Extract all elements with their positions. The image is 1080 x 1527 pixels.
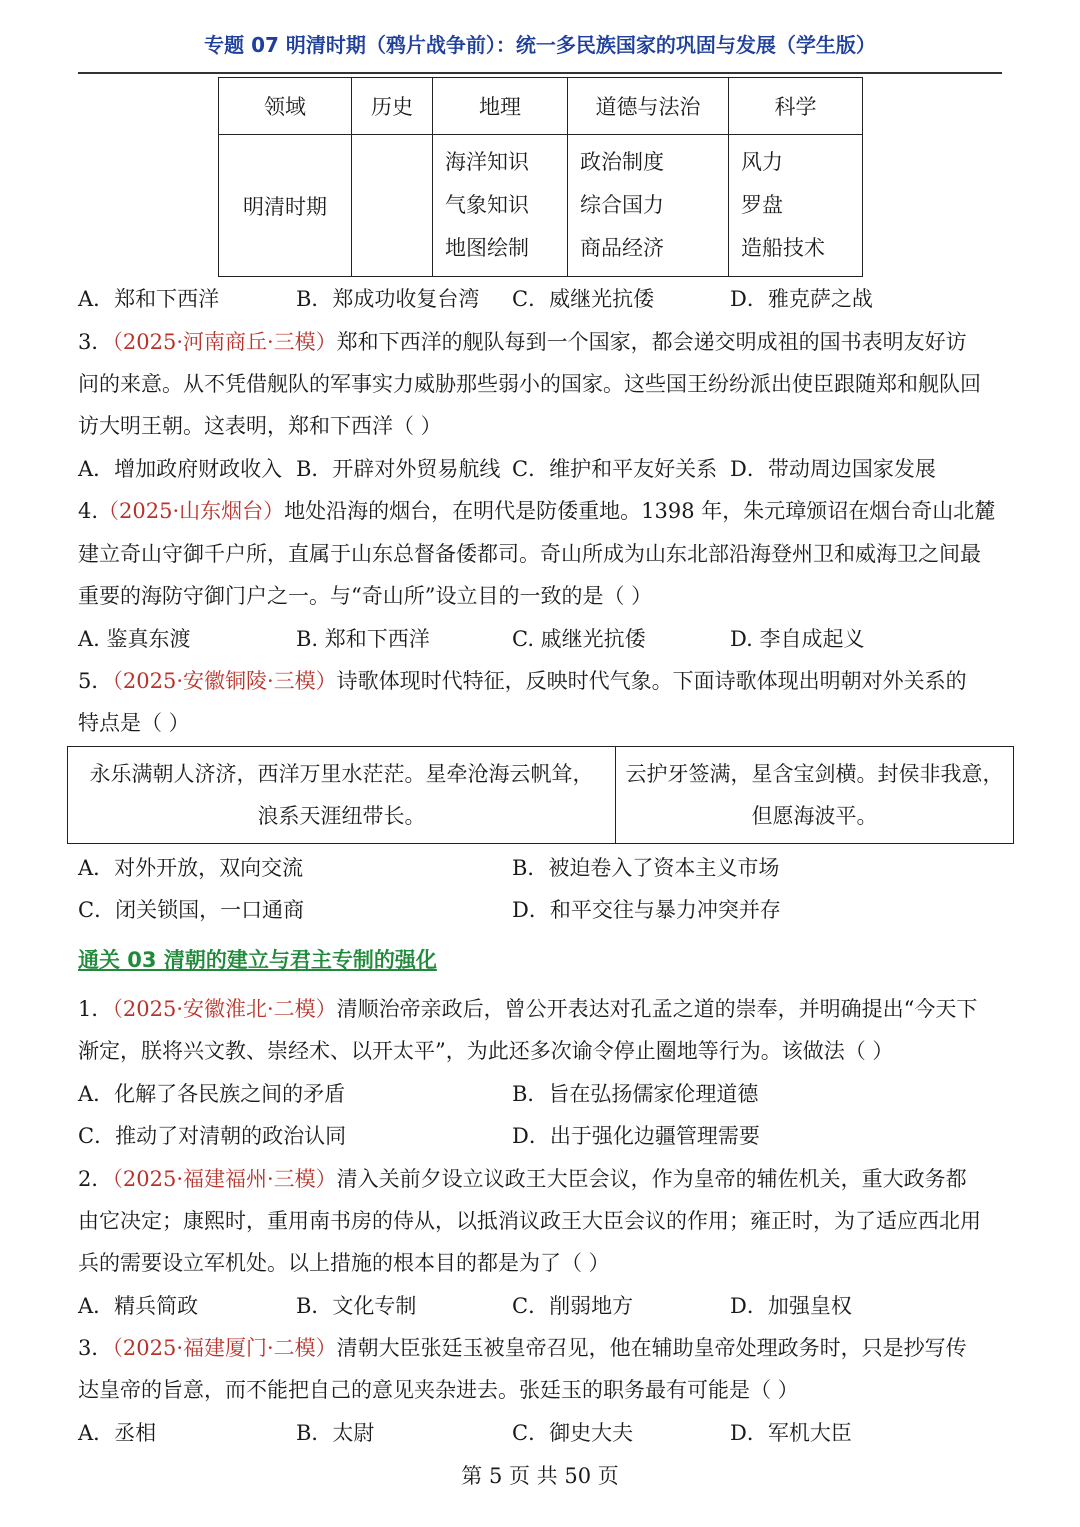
option-d[interactable]: D．雅克萨之战 (730, 287, 873, 311)
question-text: 访大明王朝。这表明，郑和下西洋（ ） (78, 414, 442, 438)
question-line (78, 1333, 967, 1363)
option-d[interactable]: D．带动周边国家发展 (730, 457, 936, 481)
question-number: 5． (78, 669, 113, 693)
question-text: 问的来意。从不凭借舰队的军事实力威胁那些弱小的国家。这些国王纷纷派出使臣跟随郑和舰队回 (78, 372, 981, 396)
geography-cell (433, 135, 568, 277)
option-d[interactable]: D. 李自成起义 (730, 627, 865, 651)
cell-item: 风力 (741, 150, 783, 174)
history-cell (352, 135, 433, 277)
question-text: 建立奇山守御千户所，直属于山东总督备倭都司。奇山所成为山东北部沿海登州卫和威海卫之间最 (78, 542, 981, 566)
option-b[interactable]: B．文化专制 (296, 1294, 417, 1318)
page-header: 专题 07 明清时期（鸦片战争前）：统一多民族国家的巩固与发展（学生版） (78, 22, 1002, 74)
poem-cell (68, 747, 616, 844)
option-c[interactable]: C. 戚继光抗倭 (512, 627, 646, 651)
question-text: 地处沿海的烟台，在明代是防倭重地。1398 年，朱元璋颁诏在烟台奇山北麓 (284, 499, 996, 523)
cell-item: 造船技术 (741, 236, 825, 260)
question-text: 郑和下西洋的舰队每到一个国家，都会递交明成祖的国书表明友好访 (336, 330, 967, 354)
question-line (78, 666, 967, 696)
question-number: 3． (78, 1336, 113, 1360)
option-b[interactable]: B．郑成功收复台湾 (296, 287, 480, 311)
question-line (78, 496, 995, 526)
option-d[interactable]: D．出于强化边疆管理需要 (512, 1124, 760, 1148)
table-header-cell: 领域 (219, 78, 352, 135)
option-c[interactable]: C．维护和平友好关系 (512, 457, 718, 481)
question-source: （2025·山东烟台） (98, 499, 285, 523)
question-text: 渐定，朕将兴文教、崇经术、以开太平”，为此还多次谕令停止圈地等行为。该做法（ ） (78, 1039, 894, 1063)
option-c[interactable]: C．推动了对清朝的政治认同 (78, 1124, 347, 1148)
cell-item: 政治制度 (580, 150, 664, 174)
question-text: 特点是（ ） (78, 711, 190, 735)
option-a[interactable]: A．化解了各民族之间的矛盾 (78, 1082, 346, 1106)
question-text: 清顺治帝亲政后，曾公开表达对孔孟之道的崇奉，并明确提出“今天下 (336, 997, 978, 1021)
question-source: （2025·安徽铜陵·三模） (112, 669, 337, 693)
poem-line: 永乐满朝人济济，西洋万里水茫茫。星牵沧海云帆耸， (89, 762, 594, 786)
subject-table (218, 77, 863, 277)
option-b[interactable]: B．被迫卷入了资本主义市场 (512, 856, 780, 880)
question-source: （2025·河南商丘·三模） (112, 330, 337, 354)
question-source: （2025·安徽淮北·二模） (112, 997, 337, 1021)
option-a[interactable]: A．增加政府财政收入 (78, 457, 283, 481)
question-text: 由它决定；康熙时，重用南书房的侍从，以抵消议政王大臣会议的作用；雍正时，为了适应西北用 (78, 1209, 981, 1233)
option-b[interactable]: B．开辟对外贸易航线 (296, 457, 501, 481)
option-b[interactable]: B．旨在弘扬儒家伦理道德 (512, 1082, 759, 1106)
option-a[interactable]: A．丞相 (78, 1421, 157, 1445)
cell-item: 气象知识 (445, 193, 529, 217)
poem-line: 但愿海波平。 (751, 804, 878, 828)
option-d[interactable]: D．军机大臣 (730, 1421, 852, 1445)
cell-item: 综合国力 (580, 193, 664, 217)
poem-line: 浪系天涯纽带长。 (257, 804, 426, 828)
question-text: 达皇帝的旨意，而不能把自己的意见夹杂进去。张廷玉的职务最有可能是（ ） (78, 1378, 799, 1402)
option-c[interactable]: C．闭关锁国，一口通商 (78, 898, 305, 922)
section-title: 通关 03 清朝的建立与君主专制的强化 (78, 948, 437, 972)
question-line (78, 994, 977, 1024)
option-c[interactable]: C．削弱地方 (512, 1294, 634, 1318)
question-number: 1． (78, 997, 113, 1021)
cell-item: 海洋知识 (445, 150, 529, 174)
table-header-cell: 科学 (729, 78, 863, 135)
question-line (78, 327, 967, 357)
poem-line: 云护牙签满，星含宝剑横。封侯非我意， (625, 762, 1004, 786)
page-footer: 第 5 页 共 50 页 (461, 1464, 619, 1488)
cell-item: 地图绘制 (445, 236, 529, 260)
option-c[interactable]: C．威继光抗倭 (512, 287, 655, 311)
cell-item: 商品经济 (580, 236, 664, 260)
option-b[interactable]: B. 郑和下西洋 (296, 627, 430, 651)
question-number: 2． (78, 1167, 113, 1191)
science-cell (729, 135, 863, 277)
question-text: 重要的海防守御门户之一。与“奇山所”设立目的一致的是（ ） (78, 584, 653, 608)
ethics-cell (568, 135, 729, 277)
question-text: 诗歌体现时代特征，反映时代气象。下面诗歌体现出明朝对外关系的 (336, 669, 967, 693)
question-text: 清入关前夕设立议政王大臣会议，作为皇帝的辅佐机关，重大政务都 (336, 1167, 967, 1191)
question-line (78, 1164, 967, 1194)
option-a[interactable]: A．对外开放，双向交流 (78, 856, 304, 880)
poem-cell (616, 747, 1014, 844)
question-source: （2025·福建福州·三模） (112, 1167, 337, 1191)
question-text: 兵的需要设立军机处。以上措施的根本目的都是为了（ ） (78, 1251, 610, 1275)
option-a[interactable]: A. 鉴真东渡 (78, 627, 191, 651)
option-d[interactable]: D．和平交往与暴力冲突并存 (512, 898, 781, 922)
option-a[interactable]: A．精兵简政 (78, 1294, 199, 1318)
question-source: （2025·福建厦门·二模） (112, 1336, 337, 1360)
option-a[interactable]: A．郑和下西洋 (78, 287, 220, 311)
question-number: 4. (78, 499, 99, 523)
option-b[interactable]: B．太尉 (296, 1421, 375, 1445)
poem-table (67, 746, 1014, 844)
option-c[interactable]: C．御史大夫 (512, 1421, 634, 1445)
question-text: 清朝大臣张廷玉被皇帝召见，他在辅助皇帝处理政务时，只是抄写传 (336, 1336, 967, 1360)
table-header-cell: 历史 (352, 78, 433, 135)
question-number: 3． (78, 330, 113, 354)
row-label: 明清时期 (219, 135, 352, 277)
table-header-cell: 地理 (433, 78, 568, 135)
cell-item: 罗盘 (741, 193, 783, 217)
table-header-cell: 道德与法治 (568, 78, 729, 135)
option-d[interactable]: D．加强皇权 (730, 1294, 852, 1318)
